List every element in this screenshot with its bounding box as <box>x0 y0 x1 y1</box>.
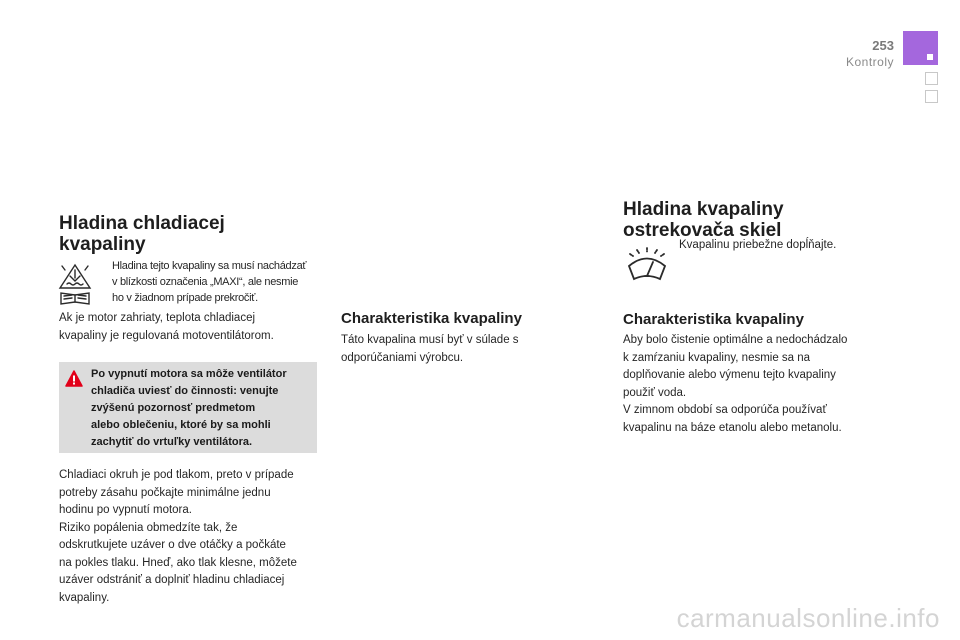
coolant-manual-icon <box>58 262 92 306</box>
warning-line: zachytiť do vrtuľky ventilátora. <box>91 436 253 448</box>
washer-level-title: Hladina kvapaliny ostrekovača skiel <box>623 199 784 241</box>
coolant-pressure-paragraph <box>59 467 319 607</box>
text-line: Ak je motor zahriaty, teplota chladiacej <box>59 312 256 324</box>
warning-line: Po vypnutí motora sa môže ventilátor <box>91 368 287 380</box>
section-label: Kontroly <box>845 55 894 69</box>
washer-spec-title: Charakteristika kvapaliny <box>623 311 804 328</box>
note-line: Hladina tejto kvapaliny sa musí nachádzať <box>112 260 307 272</box>
text-line: Aby bolo čistenie optimálne a nedochádzalo <box>623 334 848 346</box>
watermark: carmanualsonline.info <box>676 603 940 633</box>
text-line: Riziko popálenia obmedzíte tak, že <box>59 521 238 534</box>
coolant-level-note <box>112 258 322 306</box>
text-line: použiť voda. <box>623 386 687 399</box>
warning-icon <box>65 370 83 388</box>
warning-line: alebo oblečeniu, ktoré by sa mohli <box>91 419 271 431</box>
text-line: Chladiaci okruh je pod tlakom, preto v prípade <box>59 469 294 481</box>
coolant-level-title: Hladina chladiacej kvapaliny <box>59 213 225 255</box>
tab-marker <box>927 54 933 60</box>
text-line: odskrutkujete uzáver o dve otáčky a počkáte <box>59 539 286 551</box>
text-line: kvapalinu na báze etanolu alebo metanolu. <box>623 421 842 434</box>
washer-spec-paragraph <box>623 332 883 437</box>
coolant-spec-title: Charakteristika kvapaliny <box>341 310 522 327</box>
coolant-intro-paragraph <box>59 310 319 345</box>
text-line: kvapaliny je regulovaná motoventilátorom. <box>59 329 274 342</box>
text-line: k zamŕzaniu kvapaliny, nesmie sa na <box>623 351 811 364</box>
text-line: kvapaliny. <box>59 591 110 604</box>
chapter-tab[interactable] <box>925 90 938 103</box>
text-line: na pokles tlaku. Hneď, ako tlak klesne, môžete <box>59 556 297 569</box>
text-line: uzáver odstrániť a doplniť hladinu chladiacej <box>59 574 285 586</box>
warning-line: zvýšenú pozornosť predmetom <box>91 402 256 414</box>
coolant-spec-paragraph <box>341 332 561 367</box>
text-line: odporúčaniami výrobcu. <box>341 351 464 364</box>
fan-warning-text <box>91 366 311 451</box>
windscreen-washer-icon <box>626 244 668 284</box>
text-line: Táto kvapalina musí byť v súlade s <box>341 334 519 346</box>
note-line: ho v žiadnom prípade prekročiť. <box>112 292 258 304</box>
text-line: potreby zásahu počkajte minimálne jednu <box>59 486 271 499</box>
text-line: hodinu po vypnutí motora. <box>59 504 192 516</box>
page-number: 253 <box>872 38 894 53</box>
text-line: V zimnom období sa odporúča používať <box>623 404 827 416</box>
chapter-tab[interactable] <box>925 72 938 85</box>
chapter-tab-active[interactable] <box>903 31 938 65</box>
text-line: doplňovanie alebo výmenu tejto kvapaliny <box>623 369 836 381</box>
note-line: v blízkosti označenia „MAXI“, ale nesmie <box>112 276 299 288</box>
washer-level-note: Kvapalinu priebežne dopĺňajte. <box>679 239 837 251</box>
warning-line: chladiča uviesť do činnosti: venujte <box>91 385 279 397</box>
